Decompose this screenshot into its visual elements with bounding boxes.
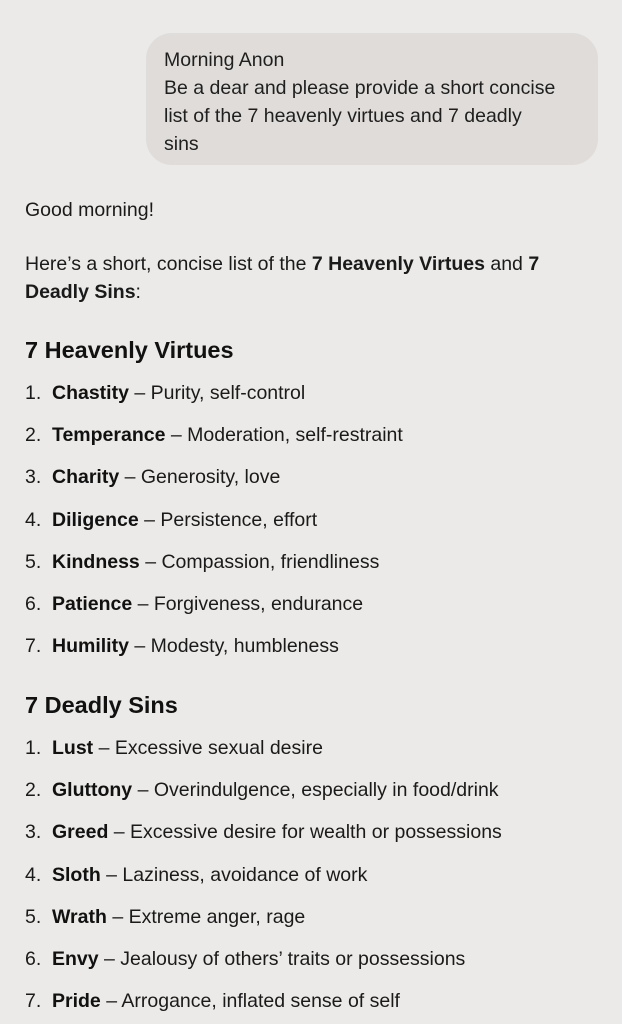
virtues-heading: 7 Heavenly Virtues	[25, 337, 234, 363]
user-message-bubble	[146, 33, 598, 165]
greeting-text: Good morning!	[25, 199, 154, 221]
sin-list-item	[25, 734, 323, 762]
sin-description: – Excessive sexual desire	[93, 737, 323, 759]
virtue-description: – Modesty, humbleness	[128, 635, 339, 657]
virtue-name: Chastity	[52, 382, 129, 404]
sin-name: Pride	[52, 990, 101, 1012]
sin-list-item	[25, 861, 367, 889]
user-message-line: list of the 7 heavenly virtues and 7 deadly	[164, 105, 522, 127]
intro-bold-sins: Deadly Sins	[25, 281, 136, 303]
list-number: 5.	[25, 906, 42, 928]
sin-list-item	[25, 903, 305, 931]
user-message-line: Be a dear and please provide a short concise	[164, 77, 556, 99]
list-number: 4.	[25, 509, 42, 531]
virtue-name: Charity	[52, 466, 120, 488]
sin-list-item	[25, 776, 499, 804]
virtue-name: Temperance	[52, 424, 166, 446]
sin-name: Lust	[52, 737, 94, 759]
virtue-description: – Generosity, love	[119, 466, 281, 488]
sin-list-item	[25, 945, 465, 973]
virtue-list-item	[25, 548, 379, 576]
list-number: 6.	[25, 948, 42, 970]
list-number: 5.	[25, 551, 42, 573]
list-number: 3.	[25, 466, 42, 488]
list-number: 6.	[25, 593, 42, 615]
sin-description: – Laziness, avoidance of work	[100, 864, 368, 886]
intro-bold-virtues: 7 Heavenly Virtues	[311, 253, 485, 275]
user-message-line: sins	[164, 133, 199, 155]
sin-list-item	[25, 987, 400, 1015]
sin-description: – Arrogance, inflated sense of self	[100, 990, 400, 1012]
intro-bold-seven: 7	[528, 253, 540, 275]
list-number: 1.	[25, 737, 42, 759]
sin-description: – Overindulgence, especially in food/drink	[132, 779, 499, 801]
sin-description: – Extreme anger, rage	[106, 906, 306, 928]
intro-text: and	[484, 253, 529, 275]
virtue-description: – Compassion, friendliness	[139, 551, 380, 573]
sin-description: – Excessive desire for wealth or possessions	[108, 821, 502, 843]
user-message-line: Morning Anon	[164, 49, 285, 71]
virtue-list-item	[25, 379, 305, 407]
sins-heading: 7 Deadly Sins	[25, 692, 178, 718]
list-number: 2.	[25, 779, 42, 801]
virtue-description: – Forgiveness, endurance	[132, 593, 364, 615]
virtue-description: – Persistence, effort	[138, 509, 318, 531]
virtue-list-item	[25, 421, 403, 449]
intro-text: Here’s a short, concise list of the	[25, 253, 312, 275]
list-number: 3.	[25, 821, 42, 843]
sin-description: – Jealousy of others’ traits or possessions	[98, 948, 466, 970]
list-number: 7.	[25, 990, 42, 1012]
intro-line-2	[25, 278, 141, 306]
list-number: 4.	[25, 864, 42, 886]
sin-name: Sloth	[52, 864, 101, 886]
list-number: 7.	[25, 635, 42, 657]
sin-name: Wrath	[52, 906, 107, 928]
sin-list-item	[25, 818, 502, 846]
virtue-description: – Purity, self-control	[128, 382, 306, 404]
virtue-list-item	[25, 632, 339, 660]
list-number: 2.	[25, 424, 42, 446]
virtue-name: Humility	[52, 635, 129, 657]
virtue-list-item	[25, 590, 363, 618]
intro-line-1	[25, 250, 539, 278]
sin-name: Envy	[52, 948, 99, 970]
virtue-name: Patience	[52, 593, 133, 615]
virtue-description: – Moderation, self-restraint	[165, 424, 403, 446]
virtue-name: Kindness	[52, 551, 140, 573]
virtue-list-item	[25, 506, 317, 534]
sin-name: Greed	[52, 821, 109, 843]
virtue-name: Diligence	[52, 509, 139, 531]
list-number: 1.	[25, 382, 42, 404]
sin-name: Gluttony	[52, 779, 133, 801]
intro-text: :	[135, 281, 141, 303]
virtue-list-item	[25, 463, 280, 491]
